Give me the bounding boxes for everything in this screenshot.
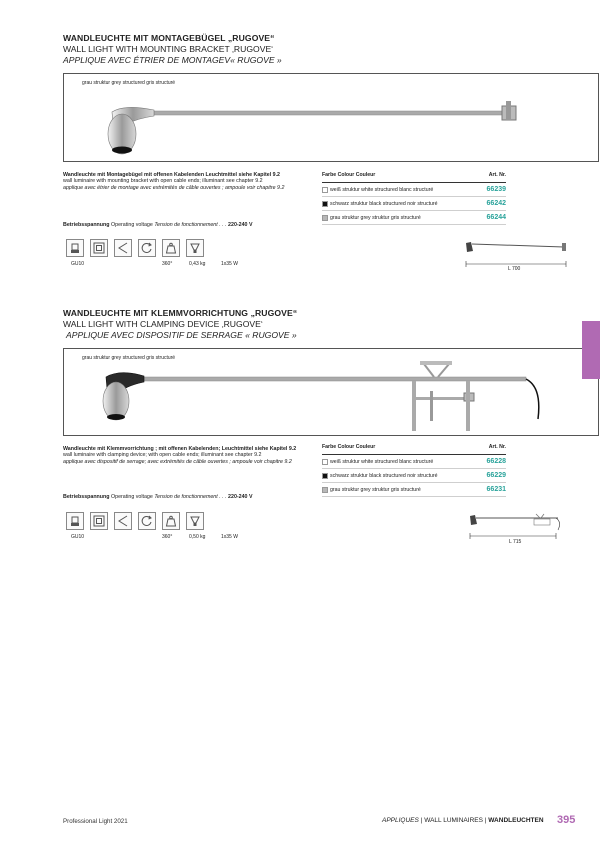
swatch-grey [322, 487, 328, 493]
row-label: schwarz struktur black structured noir structuré [330, 472, 438, 479]
footer-sep: | [484, 817, 487, 824]
direction-icon [114, 512, 132, 530]
row-label: grau struktur grey struktur gris structuré [330, 486, 421, 493]
product2-voltage-value: 220-240 V [228, 494, 253, 500]
spec-lamp: 1x35 W [221, 261, 238, 267]
row-label: grau struktur grey struktur gris structuré [330, 214, 421, 221]
direction-icon [114, 239, 132, 257]
spec-rotation: 360° [162, 261, 173, 267]
product1-voltage [63, 222, 253, 228]
spec-rotation: 360° [162, 534, 173, 540]
product1-voltage-value: 220-240 V [228, 222, 253, 228]
product1-colour-table [322, 172, 506, 225]
col-colour: Farbe Colour Couleur [322, 172, 376, 178]
product2-voltage [63, 494, 253, 500]
col-colour: Farbe Colour Couleur [322, 444, 376, 450]
table-header [322, 444, 506, 455]
col-art-nr: Art. Nr. [488, 444, 506, 450]
product1-desc-de: Wandleuchte mit Montagebügel mit offenen Kabelenden Leuchtmittel siehe Kapitel 9.2 [63, 172, 281, 178]
product1-description [63, 172, 313, 191]
spec-weight: 0,43 kg [189, 261, 206, 267]
table-row [322, 183, 506, 197]
product2-voltage-fr: Tension de fonctionnement . . . [154, 494, 227, 500]
product1-title-en: WALL LIGHT WITH MOUNTING BRACKET ‚RUGOVE‘ [63, 44, 274, 54]
art-number: 66244 [486, 214, 506, 221]
spec-socket: GU10 [71, 261, 85, 267]
product1-desc-fr: applique avec étrier de montage avec extrémités de câble ouvertes ; ampoule voir chapitre 9.2 [63, 184, 285, 191]
art-number: 66228 [486, 458, 506, 465]
product1-voltage-en: Operating voltage [111, 222, 153, 228]
product2-icon-row [66, 512, 204, 530]
swatch-grey [322, 215, 328, 221]
product2-dimension: L 715 [509, 539, 522, 545]
lamp-socket-icon [66, 239, 84, 257]
product2-desc-fr: applique avec dispositif de serrage; avec extrémités de câble ouvertes ; ampoule voir chapitre 9.2 [63, 458, 292, 465]
product2-description [63, 446, 313, 465]
footer-section-fr: APPLIQUES [382, 817, 419, 824]
product2-desc-en: wall luminaire with clamping device; with open cable ends; illuminant see chapter 9.2 [63, 452, 262, 459]
product2-photo-caption: grau struktur grey structured gris structuré [82, 355, 176, 361]
footer-sep: | [420, 817, 423, 824]
product2-desc-de: Wandleuchte mit Klemmvorrichtung ; mit offenen Kabelenden; Leuchtmittel siehe Kapitel 9.2 [63, 446, 297, 452]
swatch-white [322, 187, 328, 193]
product1-dimension-drawing [462, 238, 572, 278]
product1-title-de: WANDLEUCHTE MIT MONTAGEBÜGEL „RUGOVE“ [63, 33, 275, 43]
table-row [322, 455, 506, 469]
product1-photo-caption: grau struktur grey structured gris structuré [82, 80, 176, 86]
rotation-icon [138, 239, 156, 257]
row-label: weiß struktur white structured blanc structuré [330, 186, 434, 193]
product2-title-fr: APPLIQUE AVEC DISPOSITIF DE SERRAGE « RUGOVE » [66, 330, 297, 340]
product1-lamp-illustration [64, 74, 598, 161]
art-number: 66242 [486, 200, 506, 207]
art-number: 66231 [486, 486, 506, 493]
weight-icon [162, 512, 180, 530]
page-number: 395 [557, 814, 576, 826]
protection-class-icon [90, 239, 108, 257]
table-row [322, 197, 506, 211]
rotation-icon [138, 512, 156, 530]
table-row [322, 211, 506, 225]
product2-colour-table [322, 444, 506, 497]
product1-dimension: L 700 [508, 266, 521, 272]
footer-section-de: WANDLEUCHTEN [488, 817, 544, 824]
bulb-icon [186, 239, 204, 257]
product2-lamp-illustration [64, 349, 598, 435]
product2-title-de: WANDLEUCHTE MIT KLEMMVORRICHTUNG „RUGOVE“ [63, 308, 298, 318]
product1-voltage-fr: Tension de fonctionnement . . . [154, 222, 227, 228]
product1-desc-en: wall luminaire with mounting bracket with open cable ends; illuminant see chapter 9.2 [63, 178, 263, 185]
swatch-white [322, 459, 328, 465]
art-number: 66239 [486, 186, 506, 193]
product1-photo [63, 73, 599, 162]
table-row [322, 469, 506, 483]
chapter-tab [582, 321, 600, 379]
product2-title-en: WALL LIGHT WITH CLAMPING DEVICE ‚RUGOVE‘ [63, 319, 263, 329]
protection-class-icon [90, 512, 108, 530]
product1-icon-row [66, 239, 204, 257]
col-art-nr: Art. Nr. [488, 172, 506, 178]
product2-voltage-en: Operating voltage [111, 494, 153, 500]
spec-lamp: 1x35 W [221, 534, 238, 540]
table-header [322, 172, 506, 183]
footer-brand: Professional Light 2021 [63, 818, 128, 825]
footer-section-en: WALL LUMINAIRES [424, 817, 483, 824]
row-label: weiß struktur white structured blanc structuré [330, 458, 434, 465]
table-row [322, 483, 506, 497]
swatch-black [322, 473, 328, 479]
product2-photo [63, 348, 599, 436]
row-label: schwarz struktur black structured noir structuré [330, 200, 438, 207]
product2-voltage-de: Betriebsspannung [63, 494, 110, 500]
footer-section [382, 817, 544, 824]
spec-socket: GU10 [71, 534, 85, 540]
art-number: 66229 [486, 472, 506, 479]
spec-weight: 0,50 kg [189, 534, 206, 540]
product1-voltage-de: Betriebsspannung [63, 222, 110, 228]
bulb-icon [186, 512, 204, 530]
weight-icon [162, 239, 180, 257]
lamp-socket-icon [66, 512, 84, 530]
swatch-black [322, 201, 328, 207]
product1-title-fr: APPLIQUE AVEC ÉTRIER DE MONTAGEV« RUGOVE » [63, 55, 282, 65]
